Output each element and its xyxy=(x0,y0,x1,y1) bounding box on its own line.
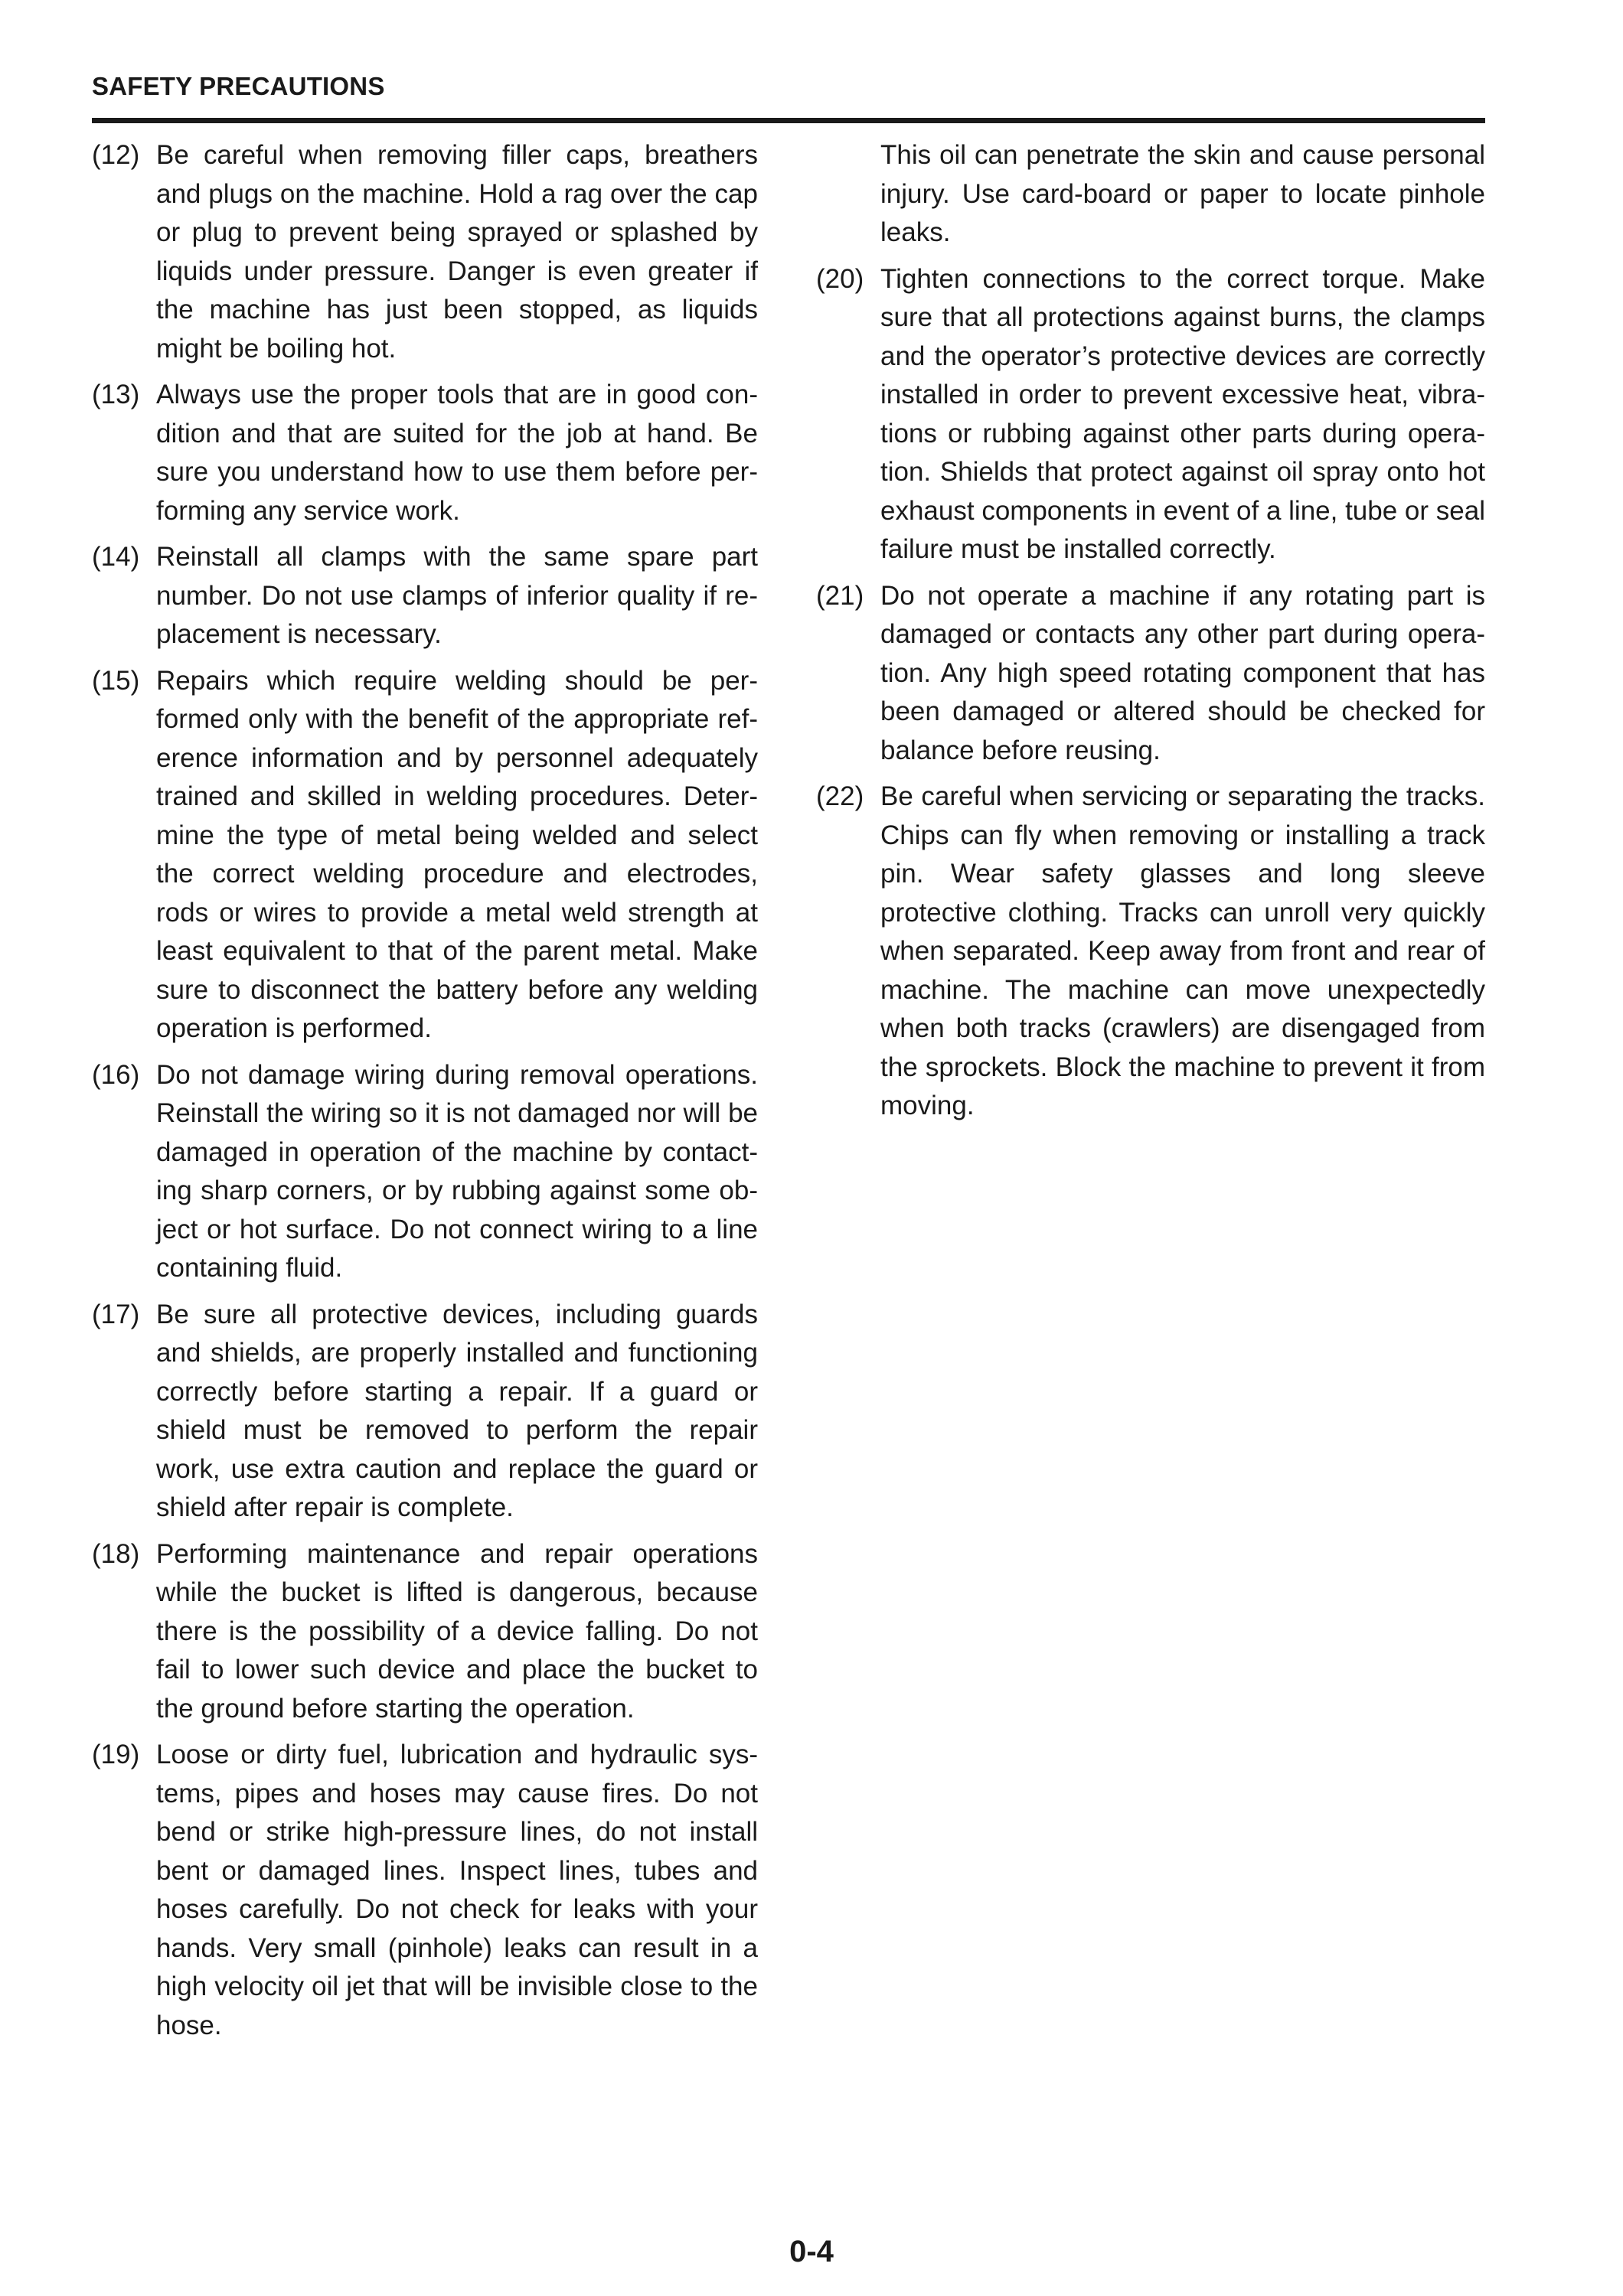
list-item-16 xyxy=(92,1056,758,1288)
list-item-12 xyxy=(92,136,758,368)
left-column xyxy=(92,136,758,2053)
page-number: 0-4 xyxy=(789,2235,834,2268)
item-text: Performing maintenance and repair operations while the bucket is lifted is dangerous, because there is the possibility of a device falling. Do not fail to lower such device and place the bucket to the ground before starting the operation. xyxy=(156,1538,758,1724)
item-number: (17) xyxy=(92,1299,140,1329)
right-column xyxy=(816,136,1485,1133)
item-text: Do not damage wiring during removal operations. Reinstall the wiring so it is not damaged nor will be damaged in operation of the machine by contact-ing sharp corners, or by rubbing against some ob-ject or hot surface. Do not connect wiring to a line containing fluid. xyxy=(156,1059,758,1283)
item-text: Tighten connections to the correct torque. Make sure that all protections against burns, the clamps and the operator’s protective devices are correctly installed in order to prevent excessive heat, vibra-tions or rubbing against other parts during opera-tion. Shields that protect against oil spray onto hot exhaust components in event of a line, tube or seal failure must be installed correctly. xyxy=(880,263,1485,564)
item-text: Loose or dirty fuel, lubrication and hydraulic sys-tems, pipes and hoses may cause fires. Do not bend or strike high-pressure lines, do not install bent or damaged lines. Inspect lines, tubes and hoses carefully. Do not check for leaks with your hands. Very small (pinhole) leaks can result in a high velocity oil jet that will be invisible close to the hose. xyxy=(156,1740,758,2040)
item-text: Be careful when removing filler caps, breathers and plugs on the machine. Hold a rag over the cap or plug to prevent being sprayed or splashed by liquids under pressure. Danger is even greater if the machine has just been stopped, as liquids might be boiling hot. xyxy=(156,140,758,364)
item-number: (20) xyxy=(816,263,864,294)
page-title: SAFETY PRECAUTIONS xyxy=(92,72,385,100)
item-text: Be careful when servicing or separating the tracks. Chips can fly when removing or installing a track pin. Wear safety glasses and long sleeve protective clothing. Tracks can unroll very quickly when separated. Keep away from front and rear of machine. The machine can move unexpectedly when both tracks (crawlers) are disengaged from the sprockets. Block the machine to prevent it from moving. xyxy=(880,781,1485,1120)
page-header xyxy=(92,70,1485,123)
list-item-21 xyxy=(816,577,1485,771)
page-footer xyxy=(0,2235,1623,2269)
item-number: (21) xyxy=(816,580,864,611)
list-item-15 xyxy=(92,662,758,1049)
item-number: (22) xyxy=(816,781,864,811)
item-text: Always use the proper tools that are in good con-dition and that are suited for the job at hand. Be sure you understand how to use them before per-forming any service work. xyxy=(156,380,758,526)
list-item-19-continuation xyxy=(816,136,1485,253)
item-number: (18) xyxy=(92,1538,140,1569)
item-number: (16) xyxy=(92,1059,140,1090)
list-item-14 xyxy=(92,538,758,654)
list-item-19 xyxy=(92,1736,758,2045)
item-text: Reinstall all clamps with the same spare part number. Do not use clamps of inferior quality if re-placement is necessary. xyxy=(156,542,758,649)
item-text: Do not operate a machine if any rotating part is damaged or contacts any other part during opera-tion. Any high speed rotating component that has been damaged or altered should be checked for balance before reusing. xyxy=(880,580,1485,765)
item-text: Be sure all protective devices, including guards and shields, are properly installed and functioning correctly before starting a repair. If a guard or shield must be removed to perform the repair work, use extra caution and replace the guard or shield after repair is complete. xyxy=(156,1299,758,1522)
item-number: (12) xyxy=(92,140,140,170)
list-item-17 xyxy=(92,1296,758,1528)
item-number: (15) xyxy=(92,665,140,696)
item-number: (19) xyxy=(92,1740,140,1769)
list-item-18 xyxy=(92,1535,758,1729)
item-number: (14) xyxy=(92,542,140,572)
item-number: (13) xyxy=(92,380,140,409)
item-text: Repairs which require welding should be per-formed only with the benefit of the appropriate ref-erence information and by personnel adequately trained and skilled in welding procedures. Deter-mine the type of metal being welded and select the correct welding procedure and electrodes, rods or wires to provide a metal weld strength at least equivalent to that of the parent metal. Make sure to disconnect the battery before any welding operation is performed. xyxy=(156,665,758,1043)
list-item-13 xyxy=(92,376,758,530)
item-text: This oil can penetrate the skin and cause personal injury. Use card-board or paper to locate pinhole leaks. xyxy=(880,140,1485,247)
list-item-20 xyxy=(816,260,1485,569)
list-item-22 xyxy=(816,778,1485,1126)
